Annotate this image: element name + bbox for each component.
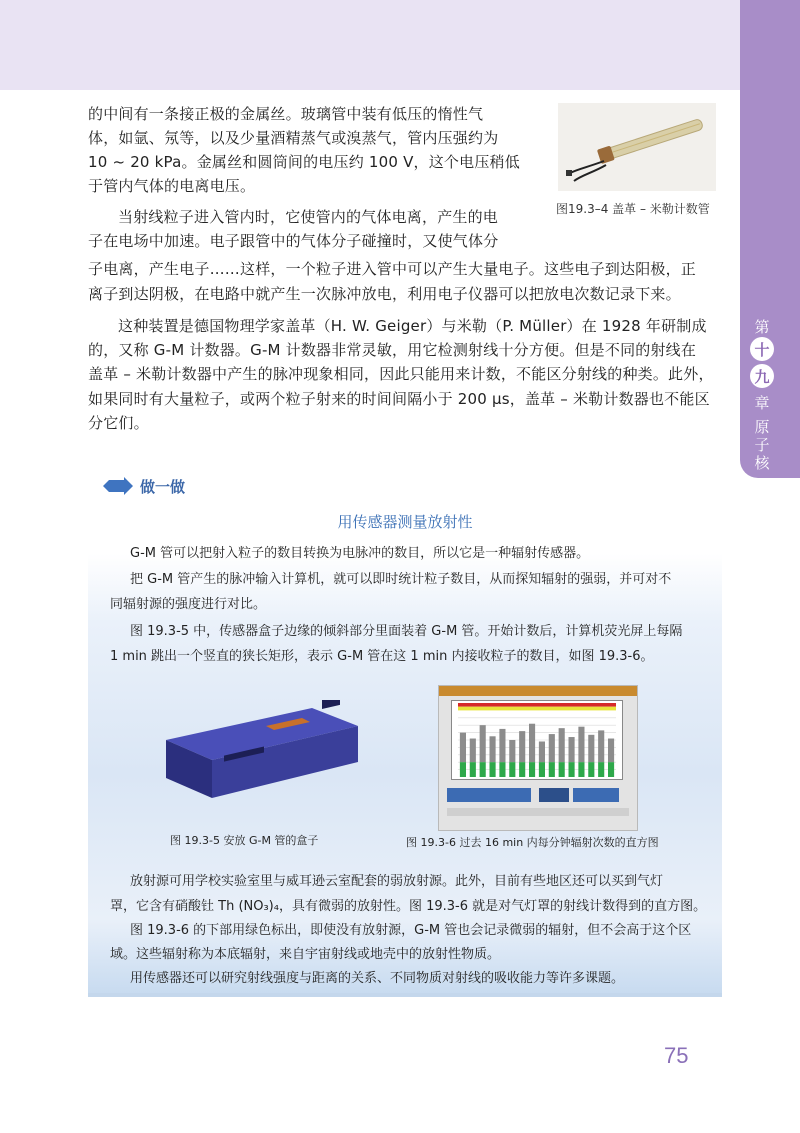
gm-sensor-box	[162, 700, 362, 810]
body-line-8: 离子到达阴极，在电路中就产生一次脉冲放电，利用电子仪器可以把放电次数记录下来。	[88, 285, 681, 303]
body-line-10: 的，又称 G-M 计数器。G-M 计数器非常灵敏，用它检测射线十分方便。但是不同的射线在	[88, 341, 697, 359]
window-title-bar	[439, 686, 637, 696]
histogram-background-bar	[519, 762, 525, 777]
header-band	[0, 0, 740, 90]
geiger-tube-photo	[558, 103, 716, 191]
total-count-panel	[447, 788, 531, 802]
histogram-bar	[480, 725, 486, 762]
try-it-label: 做一做	[140, 477, 186, 496]
histogram-bar	[460, 733, 466, 763]
page-number: 75	[664, 1043, 689, 1068]
body-line-2: 体，如氩、氖等，以及少量酒精蒸气或溴蒸气，管内压强约为	[88, 129, 499, 147]
histogram-background-bar	[480, 762, 486, 777]
counter-label-panel	[539, 788, 569, 802]
body-line-3: 10 ~ 20 kPa。金属丝和圆筒间的电压约 100 V，这个电压稍低	[88, 153, 520, 171]
histogram-background-bar	[549, 762, 555, 777]
histogram-background-bar	[578, 762, 584, 777]
histogram-bar	[569, 737, 575, 762]
histogram-bar	[519, 731, 525, 762]
histogram-bar	[559, 728, 565, 762]
chapter-label-di: 第	[754, 318, 770, 336]
chapter-number-nine: 九	[750, 364, 774, 388]
histogram-bar	[578, 727, 584, 763]
chapter-side-tab	[740, 0, 800, 478]
body-line-4: 于管内气体的电离电压。	[88, 177, 256, 195]
histogram-background-bar	[569, 762, 575, 777]
experiment-line-6: 放射源可用学校实验室里与威耳逊云室配套的弱放射源。此外，目前有些地区还可以买到气灯	[130, 874, 664, 889]
figure-19-3-4-caption: 图19.3–4 盖革 – 米勒计数管	[556, 202, 710, 216]
status-strip	[447, 808, 629, 816]
histogram-bar	[539, 741, 545, 762]
experiment-line-10: 用传感器还可以研究射线强度与距离的关系、不同物质对射线的吸收能力等许多课题。	[130, 971, 625, 986]
arrow-icon	[102, 477, 134, 495]
histogram-bar	[608, 739, 614, 763]
figure-19-3-5-caption: 图 19.3-5 安放 G-M 管的盒子	[170, 834, 319, 847]
body-line-12: 如果同时有大量粒子，或两个粒子射来的时间间隔小于 200 μs，盖革 – 米勒计数器也不能区	[88, 390, 710, 408]
chapter-number-ten: 十	[750, 337, 774, 361]
histogram-warning-band	[458, 707, 616, 711]
histogram-background-bar	[470, 762, 476, 777]
histogram-background-bar	[588, 762, 594, 777]
histogram-bar	[529, 724, 535, 762]
histogram-background-bar	[608, 762, 614, 777]
chapter-label-zhang: 章	[754, 394, 770, 412]
chapter-title-yuan: 原	[754, 418, 770, 436]
histogram-background-bar	[539, 762, 545, 777]
histogram-background-bar	[509, 762, 515, 777]
histogram-bar	[509, 740, 515, 762]
histogram-background-bar	[598, 762, 604, 777]
experiment-line-5: 1 min 跳出一个竖直的狭长矩形，表示 G-M 管在这 1 min 内接收粒子的数目，如图 19.3-6。	[110, 649, 654, 664]
histogram-bar	[470, 739, 476, 763]
experiment-title: 用传感器测量放射性	[337, 513, 473, 531]
body-line-11: 盖革 – 米勒计数器中产生的脉冲现象相同，因此只能用来计数，不能区分射线的种类。此外，	[88, 365, 714, 383]
experiment-line-1: G-M 管可以把射入粒子的数目转换为电脉冲的数目，所以它是一种辐射传感器。	[130, 546, 590, 561]
experiment-line-4: 图 19.3-5 中，传感器盒子边缘的倾斜部分里面装着 G-M 管。开始计数后，计算机荧光屏上每隔	[130, 624, 683, 639]
histogram-bar	[490, 736, 496, 762]
histogram-top-band	[458, 703, 616, 707]
histogram-background-bar	[490, 762, 496, 777]
histogram-bar	[588, 735, 594, 762]
counter-value-panel	[573, 788, 619, 802]
histogram-background-bar	[499, 762, 505, 777]
experiment-box	[88, 505, 722, 997]
experiment-line-8: 图 19.3-6 的下部用绿色标出，即使没有放射源，G-M 管也会记录微弱的辐射，但不会高于这个区	[130, 923, 692, 938]
experiment-line-9: 域。这些辐射称为本底辐射，来自宇宙射线或地壳中的放射性物质。	[110, 947, 501, 962]
geiger-tube-illustration	[558, 103, 716, 191]
try-it-header	[102, 474, 185, 498]
figure-19-3-6-caption: 图 19.3-6 过去 16 min 内每分钟辐射次数的直方图	[406, 836, 659, 849]
body-line-6: 子在电场中加速。电子跟管中的气体分子碰撞时，又使气体分	[88, 232, 499, 250]
body-line-13: 分它们。	[88, 414, 149, 432]
body-line-9: 这种装置是德国物理学家盖革（H. W. Geiger）与米勒（P. Müller）在 1928 年研制成	[118, 317, 707, 335]
body-line-5: 当射线粒子进入管内时，它使管内的气体电离，产生的电	[118, 208, 499, 226]
sensor-box-illustration	[162, 700, 362, 810]
histogram-background-bar	[559, 762, 565, 777]
histogram-bar	[549, 734, 555, 762]
body-line-7: 子电离，产生电子……这样，一个粒子进入管中可以产生大量电子。这些电子到达阳极，正	[88, 260, 697, 278]
histogram-chart	[451, 700, 623, 780]
histogram-background-bar	[460, 762, 466, 777]
experiment-line-3: 同辐射源的强度进行对比。	[110, 597, 267, 612]
histogram-screen	[438, 685, 638, 831]
experiment-line-7: 罩，它含有硝酸钍 Th (NO₃)₄，具有微弱的放射性。图 19.3-6 就是对气灯罩的射线计数得到的直方图。	[110, 899, 707, 914]
chapter-title-zi: 子	[754, 436, 770, 454]
histogram-bar	[598, 730, 604, 762]
body-line-1: 的中间有一条接正极的金属丝。玻璃管中装有低压的惰性气	[88, 105, 484, 123]
chapter-title-he: 核	[754, 454, 770, 472]
experiment-line-2: 把 G-M 管产生的脉冲输入计算机，就可以即时统计粒子数目，从而探知辐射的强弱，并可对不	[130, 572, 672, 587]
histogram-bar	[499, 729, 505, 762]
histogram-background-bar	[529, 762, 535, 777]
